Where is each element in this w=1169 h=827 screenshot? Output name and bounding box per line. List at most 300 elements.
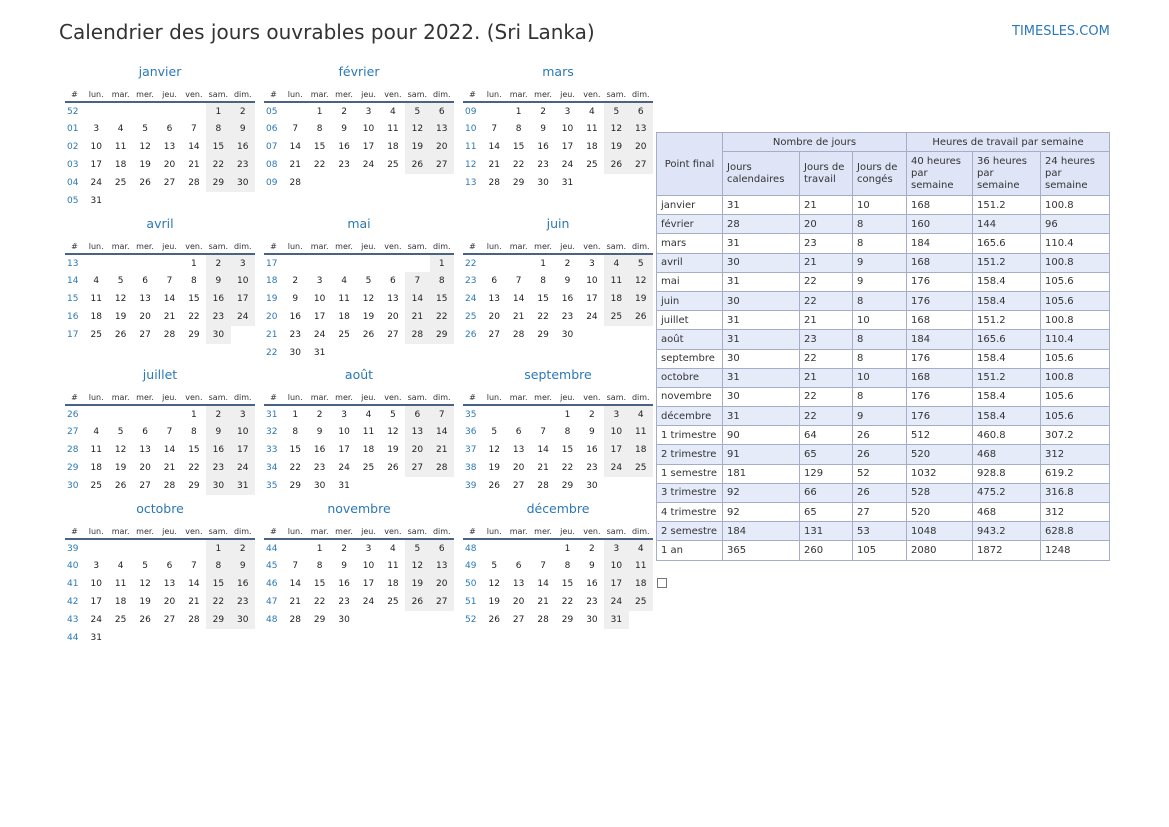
day-cell: 28 bbox=[512, 330, 525, 340]
day-cell: 23 bbox=[231, 156, 255, 174]
summary-row bbox=[657, 234, 1110, 253]
day-cell: 19 bbox=[604, 138, 628, 156]
day-cell bbox=[604, 326, 628, 344]
day-cell: 9 bbox=[231, 120, 255, 138]
day-cell: 2 bbox=[540, 106, 546, 117]
day-cell bbox=[506, 254, 530, 272]
period-cell: février bbox=[657, 215, 723, 234]
day-cell bbox=[108, 405, 132, 423]
day-cell: 12 bbox=[488, 445, 500, 455]
col-header-36h: 36 heures par semaine bbox=[973, 152, 1041, 196]
day-cell: 29 bbox=[289, 481, 301, 491]
site-link[interactable]: TIMESLES.COM bbox=[1012, 24, 1110, 39]
day-cell: 2 bbox=[316, 409, 323, 420]
day-cell: 20 bbox=[139, 312, 151, 322]
week-row bbox=[463, 477, 653, 495]
day-cell: 20 bbox=[629, 138, 653, 156]
day-cell: 23 bbox=[206, 308, 230, 326]
period-cell: 1 semestre bbox=[657, 464, 723, 483]
day-cell: 9 bbox=[540, 124, 546, 134]
day-cell: 21 bbox=[512, 312, 525, 322]
week-number-header: # bbox=[463, 391, 482, 405]
week-number: 04 bbox=[67, 178, 79, 188]
day-cell: 16 bbox=[206, 441, 230, 459]
day-cell: 16 bbox=[289, 312, 301, 322]
work-days-cell: 21 bbox=[800, 196, 853, 215]
week-row bbox=[463, 308, 653, 326]
day-cell: 4 bbox=[365, 409, 372, 420]
day-cell: 8 bbox=[191, 427, 197, 437]
day-cell: 20 bbox=[139, 463, 151, 473]
month-grid bbox=[264, 240, 454, 362]
day-cell: 30 bbox=[206, 477, 230, 495]
day-cell: 21 bbox=[188, 160, 200, 170]
day-cell bbox=[531, 539, 555, 557]
day-cell bbox=[381, 344, 405, 362]
day-cell bbox=[157, 102, 181, 120]
day-cell: 2 bbox=[292, 276, 299, 286]
hours-36-cell: 460.8 bbox=[973, 426, 1041, 445]
weekday-header: dim. bbox=[629, 391, 653, 405]
weekday-header: mer. bbox=[531, 240, 555, 254]
week-row bbox=[65, 459, 255, 477]
day-cell: 15 bbox=[289, 445, 301, 455]
week-row bbox=[463, 423, 653, 441]
day-cell: 9 bbox=[316, 427, 323, 437]
day-cell: 13 bbox=[512, 579, 525, 589]
hours-24-cell: 105.6 bbox=[1041, 407, 1110, 426]
day-cell: 21 bbox=[537, 463, 549, 473]
week-number: 17 bbox=[266, 258, 278, 269]
week-number: 19 bbox=[266, 294, 278, 304]
days-off-cell: 52 bbox=[853, 464, 907, 483]
day-cell: 11 bbox=[338, 294, 350, 304]
weekday-header: sam. bbox=[604, 240, 628, 254]
day-cell: 25 bbox=[114, 615, 127, 625]
day-cell: 13 bbox=[430, 557, 454, 575]
weekday-header: lun. bbox=[283, 391, 307, 405]
day-cell: 23 bbox=[338, 160, 350, 170]
period-cell: mars bbox=[657, 234, 723, 253]
day-cell: 5 bbox=[405, 539, 429, 557]
weekday-header: jeu. bbox=[356, 240, 380, 254]
weekday-header: ven. bbox=[381, 88, 405, 102]
day-cell: 27 bbox=[512, 615, 525, 625]
day-cell: 14 bbox=[163, 445, 176, 455]
week-row bbox=[264, 405, 454, 423]
day-cell: 26 bbox=[405, 593, 429, 611]
day-cell: 9 bbox=[341, 561, 347, 571]
day-cell: 29 bbox=[512, 178, 525, 188]
day-cell bbox=[182, 102, 206, 120]
days-off-cell: 8 bbox=[853, 215, 907, 234]
day-cell: 4 bbox=[589, 106, 595, 117]
day-cell: 5 bbox=[117, 427, 124, 437]
day-cell: 10 bbox=[231, 272, 255, 290]
day-cell: 23 bbox=[537, 160, 549, 170]
day-cell: 5 bbox=[117, 276, 124, 286]
work-days-cell: 260 bbox=[800, 541, 853, 560]
day-cell: 27 bbox=[139, 330, 151, 340]
day-cell: 24 bbox=[362, 597, 375, 607]
week-row bbox=[65, 611, 255, 629]
weekday-header: jeu. bbox=[555, 525, 579, 539]
day-cell: 23 bbox=[338, 597, 350, 607]
weekday-header: sam. bbox=[206, 525, 230, 539]
month-name: février bbox=[338, 64, 380, 79]
calendar-days-cell: 92 bbox=[723, 483, 800, 502]
day-cell: 21 bbox=[289, 597, 301, 607]
day-cell bbox=[182, 629, 206, 647]
day-cell: 7 bbox=[292, 561, 299, 571]
weekday-header: lun. bbox=[84, 240, 108, 254]
days-off-cell: 26 bbox=[853, 426, 907, 445]
day-cell: 8 bbox=[292, 427, 299, 437]
day-cell bbox=[356, 344, 380, 362]
day-cell: 3 bbox=[365, 106, 372, 117]
week-number: 42 bbox=[67, 597, 79, 607]
month-name: juin bbox=[546, 216, 570, 231]
weekday-header: mar. bbox=[307, 88, 331, 102]
week-number: 28 bbox=[67, 445, 79, 455]
hours-24-cell: 312 bbox=[1041, 445, 1110, 464]
month-name: juillet bbox=[142, 367, 178, 382]
hours-36-cell: 151.2 bbox=[973, 196, 1041, 215]
day-cell: 10 bbox=[604, 423, 628, 441]
week-row bbox=[65, 192, 255, 210]
day-cell: 31 bbox=[90, 196, 102, 206]
day-cell bbox=[283, 539, 307, 557]
day-cell: 14 bbox=[537, 579, 549, 589]
week-row bbox=[65, 272, 255, 290]
day-cell: 22 bbox=[537, 312, 549, 322]
day-cell bbox=[108, 102, 132, 120]
period-cell: 4 trimestre bbox=[657, 503, 723, 522]
week-number: 15 bbox=[67, 294, 79, 304]
week-number: 03 bbox=[67, 160, 79, 170]
day-cell: 5 bbox=[390, 409, 396, 420]
day-cell: 18 bbox=[362, 445, 375, 455]
work-days-cell: 22 bbox=[800, 387, 853, 406]
day-cell: 13 bbox=[629, 120, 653, 138]
col-header-24h: 24 heures par semaine bbox=[1041, 152, 1110, 196]
day-cell: 18 bbox=[604, 290, 628, 308]
summary-row bbox=[657, 215, 1110, 234]
day-cell bbox=[84, 405, 108, 423]
day-cell: 18 bbox=[629, 441, 653, 459]
day-cell: 18 bbox=[586, 142, 598, 152]
day-cell: 16 bbox=[537, 142, 549, 152]
day-cell: 12 bbox=[629, 272, 653, 290]
day-cell: 1 bbox=[430, 254, 454, 272]
day-cell: 7 bbox=[430, 405, 454, 423]
week-number: 39 bbox=[465, 481, 477, 491]
day-cell: 3 bbox=[589, 258, 595, 269]
summary-row bbox=[657, 349, 1110, 368]
weekday-header: jeu. bbox=[555, 240, 579, 254]
day-cell: 24 bbox=[231, 308, 255, 326]
week-row bbox=[264, 326, 454, 344]
day-cell: 3 bbox=[604, 405, 628, 423]
hours-40-cell: 1032 bbox=[907, 464, 973, 483]
month-grid bbox=[264, 391, 454, 495]
weekday-header: sam. bbox=[206, 391, 230, 405]
weekday-header: lun. bbox=[84, 525, 108, 539]
checkbox[interactable] bbox=[657, 578, 667, 588]
hours-40-cell: 2080 bbox=[907, 541, 973, 560]
week-row bbox=[264, 120, 454, 138]
day-cell: 4 bbox=[629, 539, 653, 557]
week-row bbox=[65, 539, 255, 557]
day-cell bbox=[629, 477, 653, 495]
weekday-header: ven. bbox=[580, 391, 604, 405]
day-cell: 17 bbox=[313, 312, 326, 322]
day-cell: 7 bbox=[191, 561, 197, 571]
week-number: 36 bbox=[465, 427, 477, 437]
day-cell: 20 bbox=[488, 312, 500, 322]
week-number: 16 bbox=[67, 312, 79, 322]
day-cell: 21 bbox=[289, 160, 301, 170]
day-cell: 4 bbox=[341, 276, 347, 286]
day-cell: 27 bbox=[512, 481, 525, 491]
day-cell: 7 bbox=[540, 427, 546, 437]
day-cell: 12 bbox=[139, 579, 151, 589]
hours-24-cell: 1248 bbox=[1041, 541, 1110, 560]
day-cell: 24 bbox=[313, 330, 326, 340]
day-cell: 2 bbox=[589, 409, 595, 420]
day-cell bbox=[332, 174, 356, 192]
month-grid bbox=[65, 240, 255, 344]
day-cell: 1 bbox=[206, 102, 230, 120]
hours-36-cell: 158.4 bbox=[973, 272, 1041, 291]
day-cell: 13 bbox=[163, 579, 176, 589]
day-cell: 6 bbox=[166, 124, 173, 134]
weekday-header: dim. bbox=[231, 240, 255, 254]
weekday-header: sam. bbox=[604, 391, 628, 405]
weekday-header: jeu. bbox=[555, 391, 579, 405]
day-cell bbox=[356, 174, 380, 192]
day-cell: 20 bbox=[512, 597, 525, 607]
day-cell: 21 bbox=[163, 312, 176, 322]
day-cell: 16 bbox=[231, 575, 255, 593]
week-number: 18 bbox=[266, 276, 278, 286]
day-cell: 16 bbox=[206, 290, 230, 308]
week-number-header: # bbox=[463, 525, 482, 539]
week-number: 44 bbox=[67, 633, 79, 643]
weekday-header: mar. bbox=[506, 240, 530, 254]
day-cell: 22 bbox=[313, 597, 326, 607]
day-cell: 2 bbox=[589, 543, 595, 554]
col-header-period: Point final bbox=[657, 133, 723, 196]
weekday-header: mer. bbox=[133, 525, 157, 539]
calendar-days-cell: 28 bbox=[723, 215, 800, 234]
week-number: 12 bbox=[465, 160, 477, 170]
hours-36-cell: 151.2 bbox=[973, 368, 1041, 387]
weekday-header: mer. bbox=[332, 240, 356, 254]
day-cell: 21 bbox=[537, 597, 549, 607]
week-row bbox=[264, 459, 454, 477]
day-cell bbox=[482, 539, 506, 557]
day-cell bbox=[629, 174, 653, 192]
week-row bbox=[463, 593, 653, 611]
day-cell: 30 bbox=[231, 174, 255, 192]
day-cell bbox=[307, 174, 331, 192]
day-cell: 19 bbox=[139, 160, 151, 170]
day-cell: 17 bbox=[90, 597, 102, 607]
day-cell: 26 bbox=[362, 330, 375, 340]
summary-row bbox=[657, 196, 1110, 215]
week-number: 50 bbox=[465, 579, 477, 589]
week-row bbox=[65, 557, 255, 575]
day-cell bbox=[405, 477, 429, 495]
day-cell: 3 bbox=[93, 124, 100, 134]
week-row bbox=[264, 477, 454, 495]
day-cell bbox=[157, 405, 181, 423]
day-cell: 24 bbox=[90, 178, 102, 188]
month-grid bbox=[463, 391, 653, 495]
weekday-header: sam. bbox=[405, 88, 429, 102]
day-cell bbox=[231, 326, 255, 344]
day-cell: 21 bbox=[188, 597, 200, 607]
hours-24-cell: 100.8 bbox=[1041, 368, 1110, 387]
month-name: août bbox=[344, 367, 374, 382]
day-cell: 12 bbox=[387, 427, 399, 437]
day-cell: 26 bbox=[114, 481, 127, 491]
hours-40-cell: 512 bbox=[907, 426, 973, 445]
day-cell: 23 bbox=[586, 597, 598, 607]
day-cell bbox=[430, 174, 454, 192]
day-cell: 16 bbox=[586, 579, 598, 589]
hours-36-cell: 165.6 bbox=[973, 330, 1041, 349]
day-cell: 9 bbox=[564, 276, 571, 286]
summary-row bbox=[657, 541, 1110, 560]
day-cell: 19 bbox=[387, 445, 399, 455]
calendar-days-cell: 31 bbox=[723, 234, 800, 253]
weekday-header: mar. bbox=[506, 525, 530, 539]
week-row bbox=[65, 120, 255, 138]
day-cell: 10 bbox=[231, 423, 255, 441]
weekday-header: ven. bbox=[381, 391, 405, 405]
day-cell: 26 bbox=[604, 156, 628, 174]
hours-36-cell: 943.2 bbox=[973, 522, 1041, 541]
day-cell: 6 bbox=[142, 427, 148, 437]
group-header-hours: Heures de travail par semaine bbox=[907, 133, 1110, 152]
day-cell: 4 bbox=[629, 405, 653, 423]
day-cell bbox=[157, 539, 181, 557]
day-cell: 2 bbox=[206, 405, 230, 423]
day-cell: 22 bbox=[289, 463, 301, 473]
day-cell: 9 bbox=[341, 124, 347, 134]
period-cell: juin bbox=[657, 291, 723, 310]
day-cell: 16 bbox=[313, 445, 326, 455]
weekday-header: mar. bbox=[108, 525, 132, 539]
day-cell: 26 bbox=[139, 178, 151, 188]
day-cell bbox=[381, 611, 405, 629]
day-cell: 14 bbox=[512, 294, 525, 304]
week-number: 34 bbox=[266, 463, 278, 473]
day-cell: 23 bbox=[231, 593, 255, 611]
work-days-cell: 20 bbox=[800, 215, 853, 234]
day-cell: 14 bbox=[430, 423, 454, 441]
day-cell: 8 bbox=[316, 561, 323, 571]
week-row bbox=[65, 575, 255, 593]
days-off-cell: 27 bbox=[853, 503, 907, 522]
day-cell: 29 bbox=[313, 615, 326, 625]
hours-24-cell: 105.6 bbox=[1041, 349, 1110, 368]
weekday-header: sam. bbox=[604, 88, 628, 102]
day-cell bbox=[84, 254, 108, 272]
day-cell: 8 bbox=[206, 557, 230, 575]
day-cell: 13 bbox=[488, 294, 500, 304]
day-cell: 11 bbox=[586, 124, 598, 134]
hours-36-cell: 158.4 bbox=[973, 387, 1041, 406]
week-number: 35 bbox=[465, 409, 477, 420]
day-cell: 25 bbox=[338, 330, 350, 340]
hours-24-cell: 307.2 bbox=[1041, 426, 1110, 445]
calendar-days-cell: 184 bbox=[723, 522, 800, 541]
day-cell: 8 bbox=[564, 561, 571, 571]
day-cell bbox=[356, 611, 380, 629]
calendar-days-cell: 365 bbox=[723, 541, 800, 560]
day-cell: 22 bbox=[313, 160, 326, 170]
day-cell bbox=[231, 192, 255, 210]
week-row bbox=[65, 326, 255, 344]
day-cell: 19 bbox=[488, 597, 500, 607]
hours-24-cell: 105.6 bbox=[1041, 387, 1110, 406]
weekday-header: jeu. bbox=[157, 240, 181, 254]
period-cell: octobre bbox=[657, 368, 723, 387]
week-number: 25 bbox=[465, 312, 477, 322]
day-cell: 30 bbox=[206, 326, 230, 344]
week-number: 22 bbox=[266, 348, 278, 358]
day-cell: 19 bbox=[629, 290, 653, 308]
month-name: janvier bbox=[138, 64, 182, 79]
day-cell: 14 bbox=[188, 142, 200, 152]
week-number: 48 bbox=[266, 615, 278, 625]
day-cell: 15 bbox=[561, 579, 574, 589]
day-cell: 31 bbox=[561, 178, 574, 188]
week-number: 35 bbox=[266, 481, 278, 491]
weekday-header: mer. bbox=[133, 240, 157, 254]
day-cell: 9 bbox=[231, 557, 255, 575]
month-name: avril bbox=[146, 216, 174, 231]
day-cell: 31 bbox=[604, 611, 628, 629]
weekday-header: dim. bbox=[231, 391, 255, 405]
hours-36-cell: 158.4 bbox=[973, 291, 1041, 310]
hours-36-cell: 475.2 bbox=[973, 483, 1041, 502]
day-cell bbox=[157, 629, 181, 647]
hours-24-cell: 110.4 bbox=[1041, 330, 1110, 349]
day-cell: 4 bbox=[117, 124, 124, 134]
week-row bbox=[264, 423, 454, 441]
day-cell: 18 bbox=[90, 463, 102, 473]
day-cell bbox=[182, 192, 206, 210]
week-number: 37 bbox=[465, 445, 477, 455]
day-cell: 13 bbox=[387, 294, 399, 304]
hours-40-cell: 184 bbox=[907, 234, 973, 253]
day-cell bbox=[332, 344, 356, 362]
weekday-header: mer. bbox=[332, 525, 356, 539]
day-cell: 11 bbox=[90, 445, 102, 455]
week-number: 05 bbox=[266, 106, 278, 117]
weekday-header: mer. bbox=[332, 88, 356, 102]
hours-40-cell: 520 bbox=[907, 445, 973, 464]
day-cell: 17 bbox=[231, 290, 255, 308]
day-cell: 21 bbox=[405, 308, 429, 326]
days-off-cell: 10 bbox=[853, 311, 907, 330]
day-cell: 12 bbox=[405, 120, 429, 138]
weekday-header: lun. bbox=[482, 525, 506, 539]
